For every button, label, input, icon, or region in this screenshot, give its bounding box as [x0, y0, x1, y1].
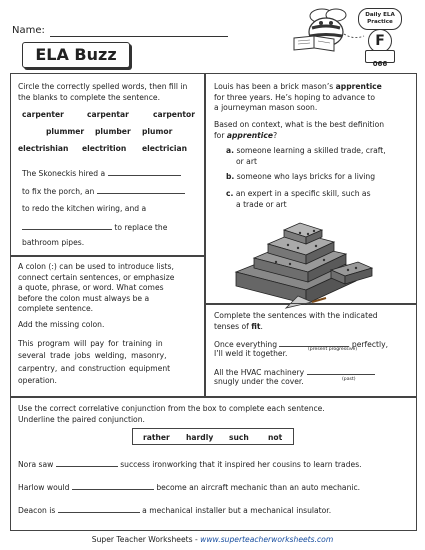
- correlative-text: Use the correct correlative conjunction from the box to complete each sentence.: [18, 404, 325, 413]
- option-text: someone learning a skilled trade, craft,: [236, 146, 386, 155]
- sentence-text: a mechanical installer but a mechanical insulator.: [142, 506, 332, 515]
- sentence-text: Deacon is: [18, 506, 56, 515]
- vocab-word: apprentice: [335, 82, 382, 91]
- correlative-sentence-1: [18, 459, 418, 471]
- spelling-sentence-2: [22, 186, 185, 198]
- badge-line-1: Daily ELA: [365, 12, 395, 18]
- context-question: [214, 120, 412, 141]
- colon-example-line: several trade jobs welding, masonry,: [18, 351, 167, 361]
- context-passage: [214, 82, 412, 114]
- name-line[interactable]: [50, 36, 228, 37]
- brick-pile-icon: [226, 212, 376, 317]
- tense-text: tenses of: [214, 321, 249, 331]
- sentence-text: All the HVAC machinery: [214, 368, 305, 377]
- colon-text: connect certain sentences, or emphasize: [18, 272, 175, 282]
- question-text: for: [214, 130, 225, 140]
- option-text: someone who lays bricks for a living: [236, 172, 376, 181]
- title-banner: [22, 42, 130, 68]
- colon-example[interactable]: [18, 338, 202, 388]
- option-letter: b.: [226, 172, 235, 181]
- passage-text: for three years. He’s hoping to advance to: [214, 92, 376, 102]
- footer-link[interactable]: www.superteacherworksheets.com: [200, 535, 334, 544]
- sentence-text: I’ll weld it together.: [214, 349, 288, 358]
- correlative-instructions: [18, 404, 413, 425]
- sentence-text: to redo the kitchen wiring, and a: [22, 204, 147, 213]
- answer-blank[interactable]: [72, 482, 154, 490]
- sentence-text: perfectly,: [351, 340, 389, 349]
- verb-word: fit: [251, 321, 261, 331]
- spelling-sentence-1: [22, 168, 181, 180]
- badge-number-box: [365, 50, 395, 68]
- tense-hint-2: (past): [342, 377, 356, 382]
- word-bank-such[interactable]: such: [229, 433, 249, 442]
- spelling-sentence-4: [22, 222, 167, 234]
- answer-blank[interactable]: [307, 367, 375, 375]
- daily-ela-badge: [358, 8, 402, 30]
- sentence-text: The Skoneckis hired a: [22, 169, 106, 178]
- correlative-sentence-2: [18, 482, 418, 494]
- word-electrician[interactable]: electrician: [142, 144, 188, 153]
- option-a[interactable]: [226, 146, 414, 167]
- question-text: ?: [273, 130, 278, 140]
- option-c[interactable]: [226, 189, 414, 210]
- footer: [0, 535, 425, 544]
- passage-text: Louis has been a brick mason’s: [214, 82, 334, 91]
- spelling-sentence-5: bathroom pipes.: [22, 238, 85, 247]
- sentence-text: Once everything: [214, 340, 278, 349]
- colon-example-line: This program will pay for training in: [18, 339, 163, 348]
- option-letter: c.: [226, 189, 234, 198]
- footer-credit: Super Teacher Worksheets -: [91, 535, 201, 544]
- word-carpentor[interactable]: carpentor: [153, 110, 195, 119]
- tense-text: .: [260, 321, 263, 331]
- colon-example-line: carpentry, and construction equipment: [18, 363, 171, 373]
- word-bank-not[interactable]: not: [268, 433, 283, 442]
- colon-example-line: operation.: [18, 376, 57, 386]
- word-plumor[interactable]: plumor: [142, 127, 173, 136]
- colon-explanation: [18, 262, 202, 315]
- badge-line-2: Practice: [367, 19, 393, 25]
- colon-text: complete sentence.: [18, 304, 94, 314]
- word-plummer[interactable]: plummer: [46, 127, 85, 136]
- answer-blank[interactable]: [22, 222, 112, 230]
- badge-letter: F: [375, 33, 385, 49]
- correlative-text: Underline the paired conjunction.: [18, 414, 145, 424]
- spelling-sentence-3: [22, 204, 146, 215]
- word-plumber[interactable]: plumber: [95, 127, 131, 136]
- sentence-text: to replace the: [114, 223, 168, 232]
- sentence-text: become an aircraft mechanic than an auto mechanic.: [156, 483, 361, 492]
- tense-instructions: [214, 311, 412, 332]
- name-label: Name:: [12, 25, 45, 36]
- answer-blank[interactable]: [56, 459, 118, 467]
- tense-sentence-2b: snugly under the cover.: [214, 377, 304, 386]
- answer-blank[interactable]: [108, 168, 181, 176]
- sentence-text: Harlow would: [18, 483, 70, 492]
- word-bank-box: [132, 428, 294, 445]
- correlative-sentence-3: [18, 505, 418, 517]
- word-carpentar[interactable]: carpentar: [87, 110, 129, 119]
- tense-sentence-1b: [214, 349, 287, 360]
- tense-hint-1: (present progressive): [308, 347, 358, 352]
- colon-text: A colon (:) can be used to introduce lists,: [18, 262, 174, 271]
- word-electrition[interactable]: electrition: [82, 144, 127, 153]
- sentence-text: to fix the porch, an: [22, 187, 95, 196]
- option-text: a trade or art: [236, 199, 287, 209]
- question-text: Based on context, what is the best definition: [214, 120, 385, 129]
- passage-text: a journeyman mason soon.: [214, 103, 318, 113]
- word-electrishian[interactable]: electrishian: [18, 144, 69, 153]
- option-letter: a.: [226, 146, 235, 155]
- answer-blank[interactable]: [58, 505, 140, 513]
- colon-text: before the colon must always be a: [18, 293, 150, 303]
- answer-blank[interactable]: [279, 339, 349, 347]
- word-carpenter[interactable]: carpenter: [22, 110, 64, 119]
- colon-text: a quote, phrase, or word. What comes: [18, 283, 164, 293]
- word-bank-rather[interactable]: rather: [143, 433, 170, 442]
- vocab-word: apprentice: [226, 130, 274, 140]
- colon-instruction: Add the missing colon.: [18, 320, 105, 329]
- spelling-instructions: Circle the correctly spelled words, then fill in the blanks to complete the sentence.: [18, 82, 188, 102]
- page-title: ELA Buzz: [35, 45, 117, 64]
- badge-number: 066: [372, 60, 388, 68]
- sentence-text: success ironworking that it inspired her cousins to learn trades.: [120, 460, 362, 469]
- answer-blank[interactable]: [97, 186, 185, 194]
- word-bank-hardly[interactable]: hardly: [186, 433, 214, 442]
- tense-text: Complete the sentences with the indicated: [214, 311, 378, 320]
- option-text: or art: [236, 156, 257, 166]
- option-text: an expert in a specific skill, such as: [235, 189, 371, 198]
- option-b[interactable]: [226, 172, 414, 183]
- sentence-text: Nora saw: [18, 460, 54, 469]
